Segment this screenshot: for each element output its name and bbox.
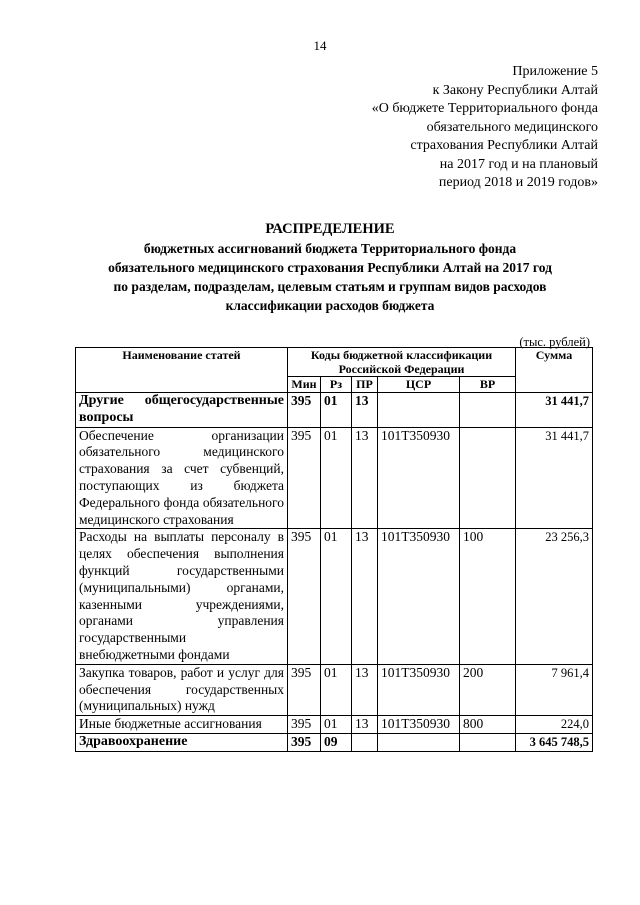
document-title <box>60 220 600 315</box>
row-min: 395 <box>288 427 321 529</box>
appendix-line: «О бюджете Территориального фонда <box>371 101 598 116</box>
appendix-note <box>298 63 598 193</box>
row-min: 395 <box>288 393 321 428</box>
table-row <box>76 733 593 751</box>
row-csr: 101T350930 <box>378 716 460 734</box>
row-min: 395 <box>288 716 321 734</box>
row-min: 395 <box>288 664 321 715</box>
row-vr <box>460 427 516 529</box>
row-vr <box>460 733 516 751</box>
header-rz: Рз <box>321 377 352 393</box>
header-sum: Сумма <box>516 348 593 393</box>
row-name: Иные бюджетные ассигнования <box>76 716 288 734</box>
row-name: Обеспечение организации обязательного медицинского страхования за счет субвенций, поступающих из бюджета Федерального фонда обязательного медицинского страхования <box>76 427 288 529</box>
row-sum: 23 256,3 <box>516 529 593 664</box>
header-vr: ВР <box>460 377 516 393</box>
title-line: обязательного медицинского страхования Республики Алтай на 2017 год <box>108 260 552 275</box>
row-name: Здравоохранение <box>76 733 288 751</box>
row-name: Расходы на выплаты персоналу в целях обеспечения выполнения функций государственными (муниципальными) органами, казенными учреждениями, органами управления государственными внебюджетными фондами <box>76 529 288 664</box>
title-main: РАСПРЕДЕЛЕНИЕ <box>265 221 395 237</box>
row-csr <box>378 393 460 428</box>
row-pr: 13 <box>352 664 378 715</box>
table-row <box>76 393 593 428</box>
table-row <box>76 716 593 734</box>
appendix-line: период 2018 и 2019 годов» <box>438 175 598 190</box>
budget-table <box>75 347 593 752</box>
appendix-line: на 2017 год и на плановый <box>439 156 598 172</box>
row-rz: 01 <box>321 427 352 529</box>
row-min: 395 <box>288 529 321 664</box>
row-pr <box>352 733 378 751</box>
row-sum: 7 961,4 <box>516 664 593 715</box>
table-row <box>76 529 593 664</box>
table-header-row <box>76 348 593 377</box>
title-line: по разделам, подразделам, целевым статьям и группам видов расходов <box>113 279 547 294</box>
row-pr: 13 <box>352 393 378 428</box>
title-line: бюджетных ассигнований бюджета Территориального фонда <box>143 241 517 256</box>
row-pr: 13 <box>352 529 378 664</box>
row-csr: 101T350930 <box>378 427 460 529</box>
row-rz: 01 <box>321 664 352 715</box>
table-row <box>76 664 593 715</box>
header-csr: ЦСР <box>378 377 460 393</box>
row-rz: 09 <box>321 733 352 751</box>
row-sum: 31 441,7 <box>516 427 593 529</box>
row-vr: 100 <box>460 529 516 664</box>
row-pr: 13 <box>352 427 378 529</box>
units-label: (тыс. рублей) <box>519 335 590 349</box>
row-sum: 224,0 <box>516 716 593 734</box>
header-codes: Коды бюджетной классификации Российской Федерации <box>288 348 516 377</box>
row-csr <box>378 733 460 751</box>
row-csr: 101T350930 <box>378 529 460 664</box>
header-name: Наименование статей <box>76 348 288 393</box>
page-number: 14 <box>313 38 327 53</box>
row-vr: 800 <box>460 716 516 734</box>
row-vr: 200 <box>460 664 516 715</box>
row-rz: 01 <box>321 716 352 734</box>
row-name: Закупка товаров, работ и услуг для обеспечения государственных (муниципальных) нужд <box>76 664 288 715</box>
appendix-line: Приложение 5 <box>512 64 598 79</box>
header-min: Мин <box>288 377 321 393</box>
row-csr: 101T350930 <box>378 664 460 715</box>
header-pr: ПР <box>352 377 378 393</box>
row-pr: 13 <box>352 716 378 734</box>
row-rz: 01 <box>321 393 352 428</box>
table-row <box>76 427 593 529</box>
appendix-line: обязательного медицинского <box>426 119 598 135</box>
row-vr <box>460 393 516 428</box>
row-rz: 01 <box>321 529 352 664</box>
appendix-line: к Закону Республики Алтай <box>432 82 598 98</box>
row-name: Другие общегосударственные вопросы <box>76 393 288 428</box>
title-line: классификации расходов бюджета <box>225 298 435 313</box>
row-min: 395 <box>288 733 321 751</box>
appendix-line: страхования Республики Алтай <box>410 138 598 153</box>
row-sum: 3 645 748,5 <box>516 733 593 751</box>
row-sum: 31 441,7 <box>516 393 593 428</box>
